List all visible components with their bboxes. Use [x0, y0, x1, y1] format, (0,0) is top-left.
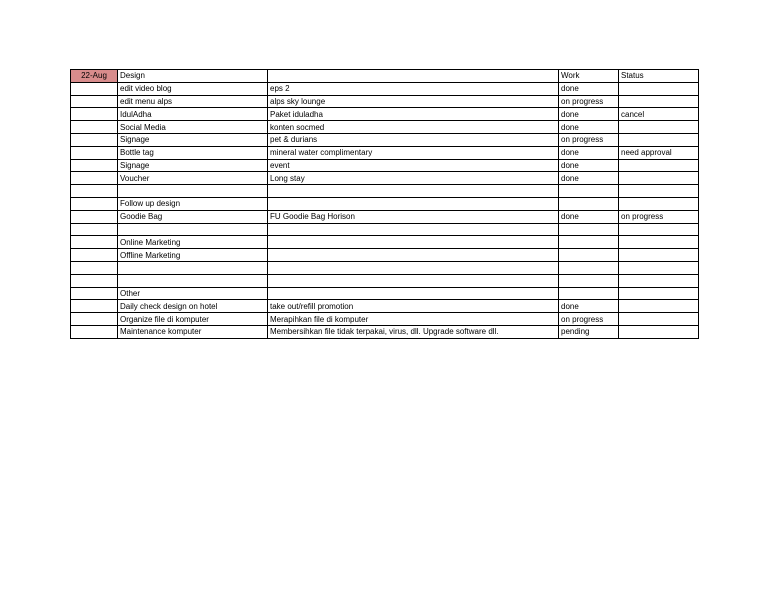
table-row: [71, 172, 699, 185]
date-cell[interactable]: [71, 146, 118, 159]
work-cell[interactable]: done: [559, 300, 619, 313]
detail-cell[interactable]: take out/refill promotion: [268, 300, 559, 313]
status-cell[interactable]: need approval: [619, 146, 699, 159]
work-cell[interactable]: [559, 236, 619, 249]
work-cell[interactable]: done: [559, 82, 619, 95]
date-cell[interactable]: [71, 300, 118, 313]
status-cell[interactable]: [619, 121, 699, 134]
status-cell[interactable]: [619, 133, 699, 146]
work-cell[interactable]: done: [559, 172, 619, 185]
table-row: [71, 95, 699, 108]
detail-cell[interactable]: Merapihkan file di komputer: [268, 313, 559, 326]
work-cell[interactable]: [559, 223, 619, 236]
table-row: [71, 197, 699, 210]
table-row: [71, 313, 699, 326]
task-cell[interactable]: Follow up design: [118, 197, 268, 210]
task-cell[interactable]: Daily check design on hotel: [118, 300, 268, 313]
work-cell[interactable]: [559, 287, 619, 300]
work-cell[interactable]: [559, 249, 619, 262]
detail-cell[interactable]: [268, 274, 559, 287]
detail-cell[interactable]: eps 2: [268, 82, 559, 95]
task-cell[interactable]: Voucher: [118, 172, 268, 185]
work-cell[interactable]: pending: [559, 325, 619, 338]
detail-cell[interactable]: [268, 197, 559, 210]
task-cell[interactable]: [118, 185, 268, 198]
detail-cell[interactable]: [268, 287, 559, 300]
work-cell[interactable]: done: [559, 159, 619, 172]
status-cell[interactable]: [619, 185, 699, 198]
work-cell[interactable]: [559, 274, 619, 287]
task-spreadsheet: [70, 69, 699, 339]
date-cell[interactable]: [71, 82, 118, 95]
task-cell[interactable]: Maintenance komputer: [118, 325, 268, 338]
work-cell[interactable]: done: [559, 108, 619, 121]
task-cell[interactable]: Offline Marketing: [118, 249, 268, 262]
table-row: [71, 249, 699, 262]
detail-cell[interactable]: event: [268, 159, 559, 172]
date-cell[interactable]: [71, 95, 118, 108]
detail-cell[interactable]: alps sky lounge: [268, 95, 559, 108]
detail-cell[interactable]: konten socmed: [268, 121, 559, 134]
table-row: [71, 121, 699, 134]
status-cell[interactable]: [619, 249, 699, 262]
detail-cell[interactable]: Membersihkan file tidak terpakai, virus, dll. Upgrade software dll.: [268, 325, 559, 338]
table-row: [71, 223, 699, 236]
table-row: [71, 146, 699, 159]
status-cell[interactable]: [619, 159, 699, 172]
date-cell[interactable]: [71, 261, 118, 274]
table-row: [71, 70, 699, 83]
task-cell[interactable]: edit menu alps: [118, 95, 268, 108]
status-cell[interactable]: [619, 95, 699, 108]
detail-cell[interactable]: [268, 223, 559, 236]
task-cell[interactable]: Other: [118, 287, 268, 300]
task-cell[interactable]: Organize file di komputer: [118, 313, 268, 326]
date-cell[interactable]: [71, 121, 118, 134]
table-row: [71, 287, 699, 300]
task-cell[interactable]: [118, 274, 268, 287]
date-cell[interactable]: [71, 236, 118, 249]
work-cell[interactable]: on progress: [559, 133, 619, 146]
task-cell[interactable]: Design: [118, 70, 268, 83]
status-cell[interactable]: cancel: [619, 108, 699, 121]
date-cell[interactable]: [71, 249, 118, 262]
task-cell[interactable]: Goodie Bag: [118, 210, 268, 223]
task-cell[interactable]: Bottle tag: [118, 146, 268, 159]
status-cell[interactable]: [619, 287, 699, 300]
work-cell[interactable]: Work: [559, 70, 619, 83]
status-cell[interactable]: [619, 261, 699, 274]
spreadsheet-body: [71, 70, 699, 339]
task-cell[interactable]: Online Marketing: [118, 236, 268, 249]
table-row: [71, 210, 699, 223]
task-cell[interactable]: Signage: [118, 159, 268, 172]
work-cell[interactable]: done: [559, 210, 619, 223]
date-cell[interactable]: [71, 197, 118, 210]
table-row: [71, 108, 699, 121]
detail-cell[interactable]: [268, 70, 559, 83]
date-cell[interactable]: [71, 159, 118, 172]
work-cell[interactable]: on progress: [559, 313, 619, 326]
date-cell[interactable]: [71, 287, 118, 300]
detail-cell[interactable]: Long stay: [268, 172, 559, 185]
status-cell[interactable]: [619, 274, 699, 287]
date-cell[interactable]: [71, 325, 118, 338]
date-cell[interactable]: [71, 210, 118, 223]
status-cell[interactable]: Status: [619, 70, 699, 83]
table-row: [71, 300, 699, 313]
date-cell[interactable]: 22-Aug: [71, 70, 118, 83]
status-cell[interactable]: on progress: [619, 210, 699, 223]
task-cell[interactable]: IdulAdha: [118, 108, 268, 121]
table-row: [71, 261, 699, 274]
detail-cell[interactable]: Paket iduladha: [268, 108, 559, 121]
task-cell[interactable]: Social Media: [118, 121, 268, 134]
status-cell[interactable]: [619, 313, 699, 326]
status-cell[interactable]: [619, 325, 699, 338]
status-cell[interactable]: [619, 223, 699, 236]
date-cell[interactable]: [71, 172, 118, 185]
work-cell[interactable]: done: [559, 146, 619, 159]
date-cell[interactable]: [71, 223, 118, 236]
detail-cell[interactable]: mineral water complimentary: [268, 146, 559, 159]
detail-cell[interactable]: [268, 249, 559, 262]
date-cell[interactable]: [71, 274, 118, 287]
table-row: [71, 185, 699, 198]
status-cell[interactable]: [619, 236, 699, 249]
table-row: [71, 82, 699, 95]
work-cell[interactable]: [559, 185, 619, 198]
detail-cell[interactable]: [268, 236, 559, 249]
date-cell[interactable]: [71, 185, 118, 198]
work-cell[interactable]: on progress: [559, 95, 619, 108]
date-cell[interactable]: [71, 313, 118, 326]
task-cell[interactable]: [118, 261, 268, 274]
table-row: [71, 133, 699, 146]
task-cell[interactable]: Signage: [118, 133, 268, 146]
table-row: [71, 236, 699, 249]
detail-cell[interactable]: pet & durians: [268, 133, 559, 146]
date-cell[interactable]: [71, 108, 118, 121]
status-cell[interactable]: [619, 172, 699, 185]
detail-cell[interactable]: [268, 185, 559, 198]
work-cell[interactable]: [559, 261, 619, 274]
detail-cell[interactable]: FU Goodie Bag Horison: [268, 210, 559, 223]
status-cell[interactable]: [619, 300, 699, 313]
task-cell[interactable]: [118, 223, 268, 236]
status-cell[interactable]: [619, 82, 699, 95]
table-row: [71, 325, 699, 338]
table-row: [71, 274, 699, 287]
work-cell[interactable]: done: [559, 121, 619, 134]
table-row: [71, 159, 699, 172]
date-cell[interactable]: [71, 133, 118, 146]
status-cell[interactable]: [619, 197, 699, 210]
work-cell[interactable]: [559, 197, 619, 210]
task-cell[interactable]: edit video blog: [118, 82, 268, 95]
detail-cell[interactable]: [268, 261, 559, 274]
